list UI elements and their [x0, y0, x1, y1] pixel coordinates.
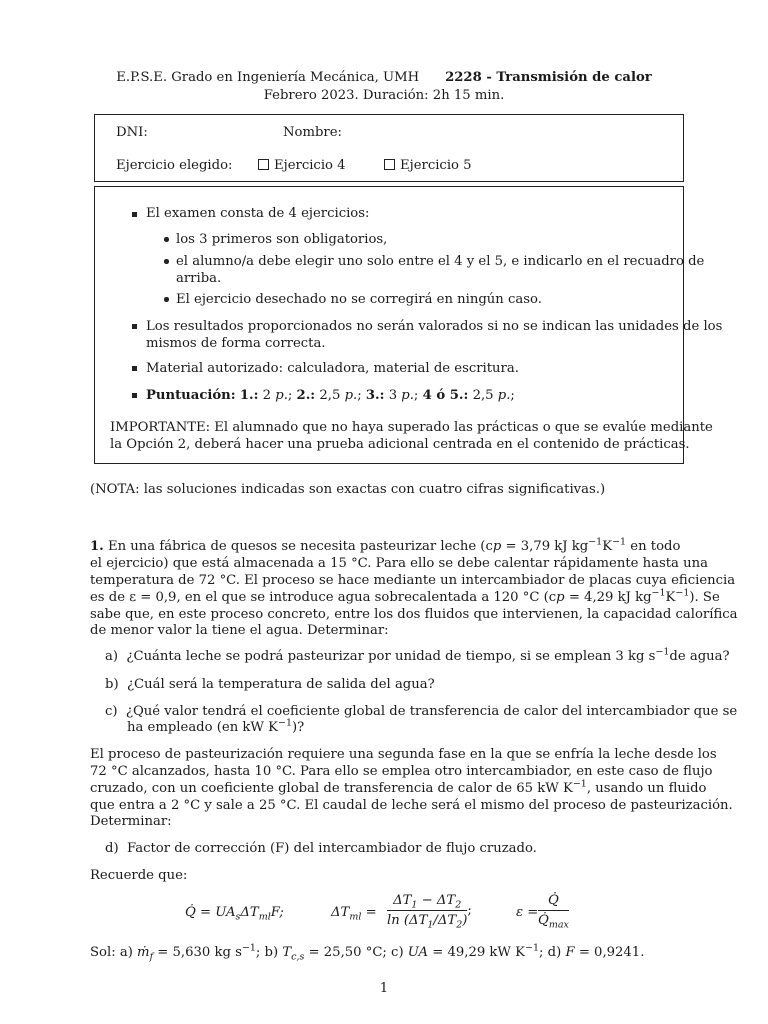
- instruction-item-cont: mismos de forma correcta.: [146, 336, 326, 351]
- second-phase-line: El proceso de pasteurización requiere una segunda fase en la que se enfría la leche desde los: [90, 747, 717, 762]
- instruction-subitem: los 3 primeros son obligatorios,: [176, 232, 388, 247]
- formula-heat-rate: Q̇ = $UA_s\Delta T_{ml}F$;: [185, 905, 284, 923]
- option-exercise-4[interactable]: Ejercicio 4: [258, 157, 346, 174]
- bullet-square-icon: [132, 324, 137, 329]
- question-c: c) ¿Qué valor tendrá el coeficiente global de transferencia de calor del intercambiador que se: [105, 704, 738, 719]
- remember-label: Recuerde que:: [90, 868, 188, 883]
- question-b: b) ¿Cuál será la temperatura de salida del agua?: [105, 677, 435, 692]
- formula-effectiveness-fraction: $\frac{Q̇}{Q̇_{max}}$: [538, 893, 569, 931]
- institution: E.P.S.E. Grado en Ingeniería Mecánica, UMH: [116, 70, 420, 85]
- problem-intro-line: es de ε = 0,9, en el que se introduce agua sobrecalentada a 120 °C (cp = 4,29 kJ $kg^{-1}K^{-1}$). Se: [90, 587, 720, 605]
- problem-intro-line: el ejercicio) que está almacenada a 15 °C. Para ello se debe calentar rápidamente hasta una: [90, 556, 708, 571]
- important-note-cont: la Opción 2, deberá hacer una prueba adicional centrada en el contenido de prácticas.: [110, 437, 690, 452]
- checkbox-icon[interactable]: [258, 159, 269, 170]
- bullet-square-icon: [132, 393, 137, 398]
- instruction-item: El examen consta de 4 ejercicios:: [146, 206, 370, 221]
- problem-intro-line: temperatura de 72 °C. El proceso se hace mediante un intercambiador de placas cuya eficiencia: [90, 573, 736, 588]
- page-number: 1: [379, 981, 389, 996]
- formula-lmtd-left: $\Delta T_{ml}$ =: [331, 905, 377, 923]
- exam-date: Febrero 2023. Duración: 2h 15 min.: [263, 88, 505, 103]
- solutions-note: (NOTA: las soluciones indicadas son exactas con cuatro cifras significativas.): [90, 482, 606, 497]
- course-title: 2228 - Transmisión de calor: [445, 70, 652, 85]
- chosen-exercise-label: Ejercicio elegido:: [116, 158, 233, 173]
- second-phase-line: cruzado, con un coeficiente global de transferencia de calor de 65 kW $K^{-1}$, usando un fluido: [90, 778, 707, 796]
- bullet-dot-icon: [164, 297, 169, 302]
- scoring-label: Puntuación:: [146, 388, 236, 403]
- problem-intro-line: de menor valor la tiene el agua. Determinar:: [90, 623, 389, 638]
- bullet-square-icon: [132, 366, 137, 371]
- question-c-cont: ha empleado (en kW $K^{-1}$)?: [127, 717, 305, 735]
- second-phase-line: que entra a 2 °C y sale a 25 °C. El caudal de leche será el mismo del proceso de pasteurización.: [90, 798, 733, 813]
- instructions-box: [94, 186, 723, 464]
- option-exercise-5[interactable]: Ejercicio 5: [384, 157, 472, 174]
- instruction-subitem: el alumno/a debe elegir uno solo entre el 4 y el 5, e indicarlo en el recuadro de: [176, 254, 705, 269]
- instruction-item: Los resultados proporcionados no serán valorados si no se indican las unidades de los: [146, 319, 723, 334]
- bullet-dot-icon: [164, 259, 169, 264]
- bullet-square-icon: [132, 212, 137, 217]
- question-d: d) Factor de corrección (F) del intercambiador de flujo cruzado.: [105, 841, 537, 856]
- solution-line: Sol: a) ṁ$_f$ = 5,630 kg $s^{-1}$; b) $T_{c,s} = 25,50$ °C; c) UA = 49,29 kW $K^{-1}$; d) F = 0,9241.: [90, 942, 645, 963]
- instruction-item: Material autorizado: calculadora, material de escritura.: [146, 361, 519, 376]
- checkbox-icon[interactable]: [384, 159, 395, 170]
- formula-lmtd-fraction: $\frac{\Delta T_1 - \Delta T_2}{\ln (\Delta T_1/\Delta T_2)}$ ;: [387, 893, 472, 931]
- dni-label: DNI:: [116, 125, 148, 140]
- scoring-line: Puntuación: 1.: 2 p.; 2.: 2,5 p.; 3.: 3 p.; 4 ó 5.: 2,5 p.;: [146, 388, 515, 403]
- problem-number: 1.: [90, 539, 104, 554]
- question-a: a) ¿Cuánta leche se podrá pasteurizar por unidad de tiempo, si se emplean 3 kg $s^{-1}de$ agua?: [105, 646, 730, 664]
- bullet-dot-icon: [164, 237, 169, 242]
- instruction-subitem-cont: arriba.: [176, 271, 222, 286]
- problem-intro-line: 1. En una fábrica de quesos se necesita pasteurizar leche (cp = 3,79 kJ $kg^{-1}K^{-1}$ en todo: [90, 536, 681, 554]
- name-label: Nombre:: [283, 125, 342, 140]
- exam-header-line: [0, 69, 768, 86]
- second-phase-line: Determinar:: [90, 814, 172, 829]
- formula-effectiveness-left: ε =: [516, 905, 539, 920]
- problem-intro-line: sabe que, en este proceso concreto, entre los dos fluidos que intervienen, la capacidad calorífica: [90, 607, 738, 622]
- student-id-box: [94, 114, 684, 182]
- important-note: IMPORTANTE: El alumnado que no haya superado las prácticas o que se evalúe mediante: [110, 420, 713, 435]
- second-phase-line: 72 °C alcanzados, hasta 10 °C. Para ello se emplea otro intercambiador, en este caso de flujo: [90, 764, 713, 779]
- instruction-subitem: El ejercicio desechado no se corregirá en ningún caso.: [176, 292, 542, 307]
